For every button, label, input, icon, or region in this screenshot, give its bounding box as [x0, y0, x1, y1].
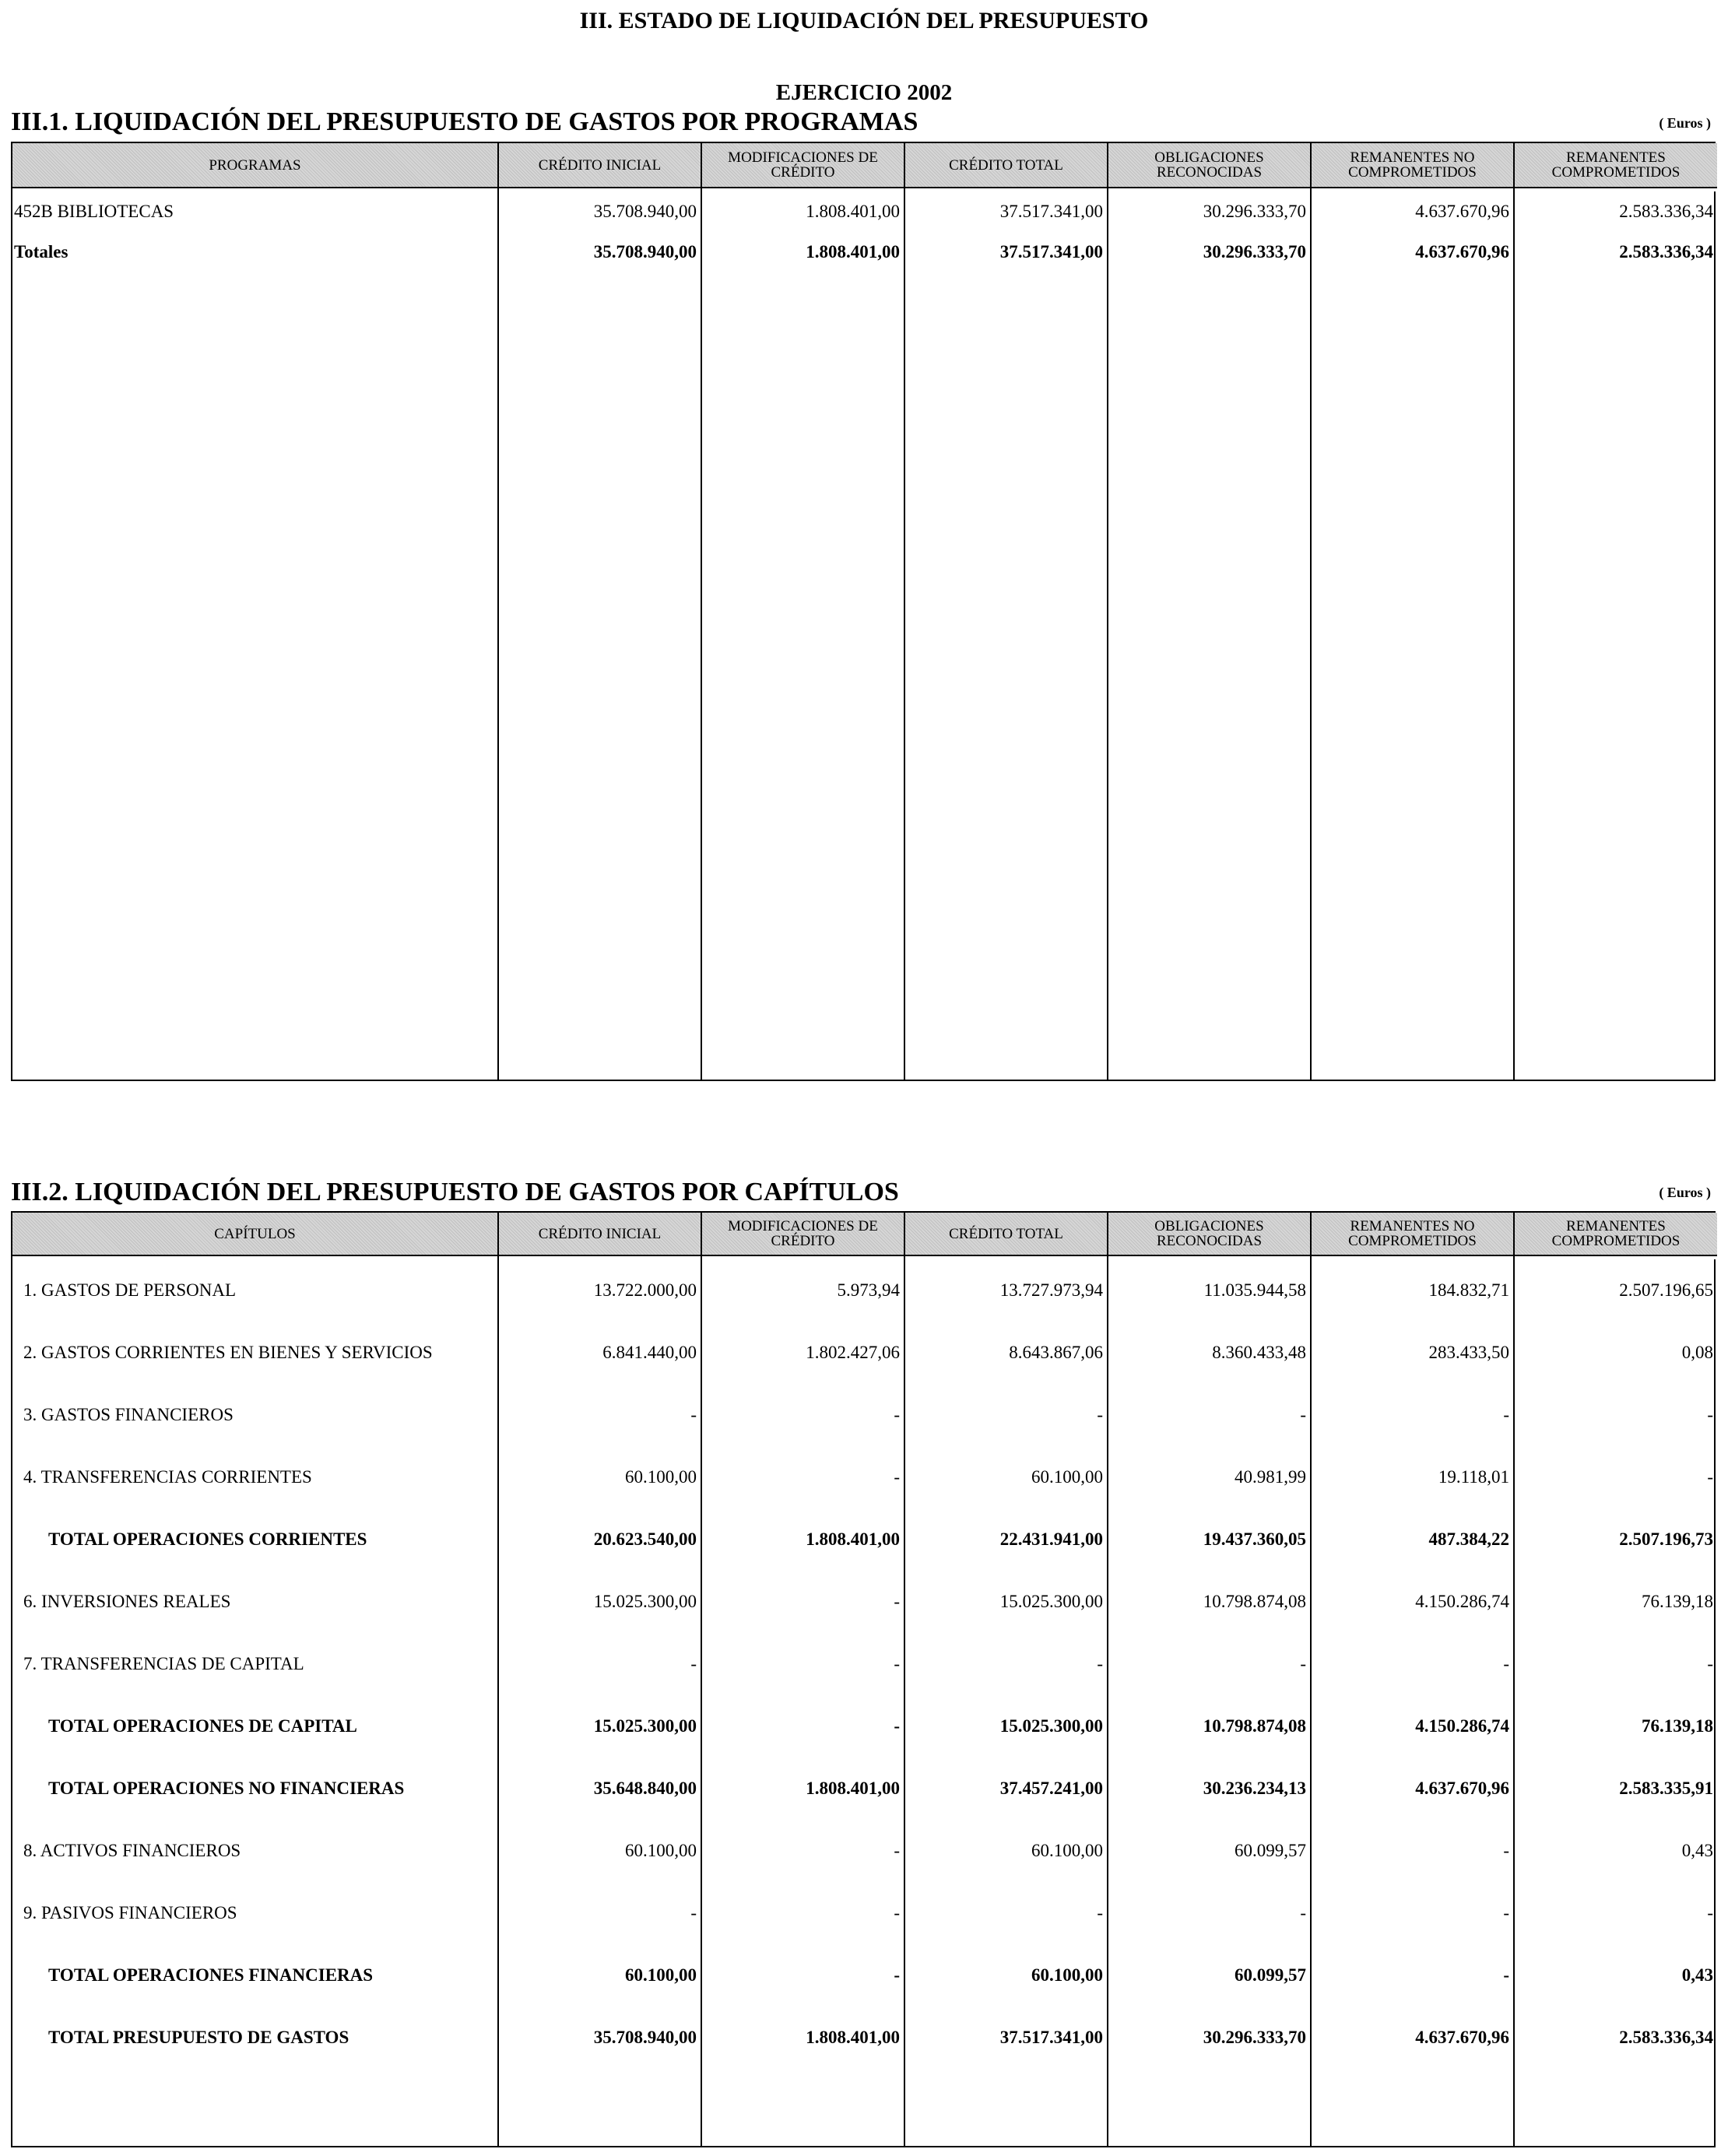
cell-value: - — [701, 1882, 904, 1944]
cell-value: 15.025.300,00 — [904, 1571, 1108, 1633]
cell-value: 20.623.540,00 — [498, 1508, 701, 1571]
row-label: 3. GASTOS FINANCIEROS — [12, 1384, 498, 1446]
cell-value: 2.583.336,34 — [1514, 191, 1717, 232]
header-obligaciones: OBLIGACIONES RECONOCIDAS — [1108, 143, 1311, 188]
cell-value: 4.637.670,96 — [1311, 2007, 1514, 2069]
cell-value: - — [1514, 1446, 1717, 1508]
cell-value: - — [1311, 1944, 1514, 2007]
cell-value: - — [1311, 1882, 1514, 1944]
cell-value: 487.384,22 — [1311, 1508, 1514, 1571]
cell-value: 40.981,99 — [1108, 1446, 1311, 1508]
cell-value: 30.236.234,13 — [1108, 1757, 1311, 1820]
cell-value: 37.457.241,00 — [904, 1757, 1108, 1820]
cell-value: 1.808.401,00 — [701, 191, 904, 232]
header-capitulos: CAPÍTULOS — [12, 1213, 498, 1255]
header-credito-total: CRÉDITO TOTAL — [904, 1213, 1108, 1255]
cell-value: - — [1108, 1633, 1311, 1695]
cell-value: - — [498, 1633, 701, 1695]
cell-value: 5.973,94 — [701, 1259, 904, 1322]
total-row — [12, 1508, 1717, 1571]
cell-value: 22.431.941,00 — [904, 1508, 1108, 1571]
cell-value: 35.648.840,00 — [498, 1757, 701, 1820]
cell-value: 1.802.427,06 — [701, 1322, 904, 1384]
section2-units: ( Euros ) — [1659, 1185, 1711, 1200]
cell-value: - — [701, 1446, 904, 1508]
fiscal-year-heading: EJERCICIO 2002 — [775, 80, 953, 105]
table-row — [12, 1322, 1717, 1384]
row-label: TOTAL OPERACIONES NO FINANCIERAS — [12, 1757, 498, 1820]
cell-value: 60.100,00 — [904, 1944, 1108, 2007]
cell-value: 184.832,71 — [1311, 1259, 1514, 1322]
cell-value: 1.808.401,00 — [701, 2007, 904, 2069]
table-row — [12, 191, 1717, 232]
cell-value: - — [701, 1820, 904, 1882]
header-remanentes-comprometidos: REMANENTES COMPROMETIDOS — [1514, 143, 1717, 188]
cell-value: 0,43 — [1514, 1944, 1717, 2007]
header-modificaciones: MODIFICACIONES DE CRÉDITO — [701, 1213, 904, 1255]
header-credito-total: CRÉDITO TOTAL — [904, 143, 1108, 188]
row-label: 7. TRANSFERENCIAS DE CAPITAL — [12, 1633, 498, 1695]
cell-value: - — [1311, 1384, 1514, 1446]
header-programas: PROGRAMAS — [12, 143, 498, 188]
cell-value: 2.583.335,91 — [1514, 1757, 1717, 1820]
row-label: 8. ACTIVOS FINANCIEROS — [12, 1820, 498, 1882]
cell-value: - — [904, 1384, 1108, 1446]
cell-value: - — [1514, 1882, 1717, 1944]
cell-value: 4.637.670,96 — [1311, 191, 1514, 232]
cell-value: - — [1311, 1633, 1514, 1695]
cell-value: 60.099,57 — [1108, 1820, 1311, 1882]
page-title: III. ESTADO DE LIQUIDACIÓN DEL PRESUPUESTO — [579, 8, 1149, 33]
cell-value: 13.722.000,00 — [498, 1259, 701, 1322]
cell-value: 60.100,00 — [904, 1820, 1108, 1882]
row-label: TOTAL PRESUPUESTO DE GASTOS — [12, 2007, 498, 2069]
cell-value: 6.841.440,00 — [498, 1322, 701, 1384]
row-label: 6. INVERSIONES REALES — [12, 1571, 498, 1633]
cell-value: - — [701, 1944, 904, 2007]
cell-value: - — [701, 1384, 904, 1446]
cell-value: 4.637.670,96 — [1311, 232, 1514, 272]
empty-filler-row — [12, 272, 1717, 1080]
cell-value: 60.100,00 — [498, 1446, 701, 1508]
table-row — [12, 1384, 1717, 1446]
total-row — [12, 1944, 1717, 2007]
cell-value: - — [1108, 1384, 1311, 1446]
cell-value: - — [701, 1571, 904, 1633]
header-modificaciones: MODIFICACIONES DE CRÉDITO — [701, 143, 904, 188]
header-remanentes-no-comprometidos: REMANENTES NO COMPROMETIDOS — [1311, 143, 1514, 188]
empty-filler-row — [12, 2069, 1717, 2146]
cell-value: 4.150.286,74 — [1311, 1571, 1514, 1633]
cell-value: 13.727.973,94 — [904, 1259, 1108, 1322]
section1-units: ( Euros ) — [1659, 115, 1711, 131]
row-label: TOTAL OPERACIONES FINANCIERAS — [12, 1944, 498, 2007]
cell-value: 19.118,01 — [1311, 1446, 1514, 1508]
cell-value: 35.708.940,00 — [498, 2007, 701, 2069]
cell-value: 8.643.867,06 — [904, 1322, 1108, 1384]
cell-value: 30.296.333,70 — [1108, 2007, 1311, 2069]
total-row — [12, 232, 1717, 272]
cell-value: 1.808.401,00 — [701, 1757, 904, 1820]
cell-value: 60.100,00 — [498, 1820, 701, 1882]
total-row — [12, 2007, 1717, 2069]
header-obligaciones: OBLIGACIONES RECONOCIDAS — [1108, 1213, 1311, 1255]
cell-value: - — [701, 1695, 904, 1757]
cell-value: 60.100,00 — [904, 1446, 1108, 1508]
header-remanentes-no-comprometidos: REMANENTES NO COMPROMETIDOS — [1311, 1213, 1514, 1255]
row-label: 1. GASTOS DE PERSONAL — [12, 1259, 498, 1322]
cell-value: 60.100,00 — [498, 1944, 701, 2007]
cell-value: 76.139,18 — [1514, 1695, 1717, 1757]
total-row — [12, 1757, 1717, 1820]
header-credito-inicial: CRÉDITO INICIAL — [498, 143, 701, 188]
cell-value: 15.025.300,00 — [498, 1571, 701, 1633]
table-row — [12, 1882, 1717, 1944]
cell-value: 0,43 — [1514, 1820, 1717, 1882]
row-label: Totales — [12, 232, 498, 272]
table-row — [12, 1820, 1717, 1882]
cell-value: 19.437.360,05 — [1108, 1508, 1311, 1571]
row-label: TOTAL OPERACIONES DE CAPITAL — [12, 1695, 498, 1757]
cell-value: 1.808.401,00 — [701, 1508, 904, 1571]
table-row — [12, 1571, 1717, 1633]
cell-value: 10.798.874,08 — [1108, 1695, 1311, 1757]
cell-value: 2.583.336,34 — [1514, 232, 1717, 272]
cell-value: 11.035.944,58 — [1108, 1259, 1311, 1322]
table-row — [12, 1259, 1717, 1322]
total-row — [12, 1695, 1717, 1757]
cell-value: 37.517.341,00 — [904, 2007, 1108, 2069]
cell-value: 15.025.300,00 — [498, 1695, 701, 1757]
section1-title: III.1. LIQUIDACIÓN DEL PRESUPUESTO DE GASTOS POR PROGRAMAS — [11, 107, 918, 136]
cell-value: 1.808.401,00 — [701, 232, 904, 272]
cell-value: 4.150.286,74 — [1311, 1695, 1514, 1757]
cell-value: - — [701, 1633, 904, 1695]
cell-value: - — [1514, 1384, 1717, 1446]
cell-value: 2.507.196,65 — [1514, 1259, 1717, 1322]
cell-value: 2.583.336,34 — [1514, 2007, 1717, 2069]
row-label: 4. TRANSFERENCIAS CORRIENTES — [12, 1446, 498, 1508]
cell-value: 4.637.670,96 — [1311, 1757, 1514, 1820]
cell-value: - — [1108, 1882, 1311, 1944]
cell-value: 15.025.300,00 — [904, 1695, 1108, 1757]
cell-value: 37.517.341,00 — [904, 232, 1108, 272]
cell-value: 35.708.940,00 — [498, 191, 701, 232]
cell-value: - — [904, 1882, 1108, 1944]
cell-value: 60.099,57 — [1108, 1944, 1311, 2007]
header-credito-inicial: CRÉDITO INICIAL — [498, 1213, 701, 1255]
cell-value: 10.798.874,08 — [1108, 1571, 1311, 1633]
cell-value: - — [498, 1384, 701, 1446]
cell-value: 30.296.333,70 — [1108, 191, 1311, 232]
cell-value: 76.139,18 — [1514, 1571, 1717, 1633]
header-remanentes-comprometidos: REMANENTES COMPROMETIDOS — [1514, 1213, 1717, 1255]
row-label: 2. GASTOS CORRIENTES EN BIENES Y SERVICIOS — [12, 1322, 498, 1384]
cell-value: 8.360.433,48 — [1108, 1322, 1311, 1384]
cell-value: 283.433,50 — [1311, 1322, 1514, 1384]
table-row — [12, 1633, 1717, 1695]
programs-table — [11, 142, 1716, 1081]
row-label: 9. PASIVOS FINANCIEROS — [12, 1882, 498, 1944]
cell-value: 37.517.341,00 — [904, 191, 1108, 232]
cell-value: - — [904, 1633, 1108, 1695]
cell-value: 2.507.196,73 — [1514, 1508, 1717, 1571]
cell-value: - — [1311, 1820, 1514, 1882]
table-row — [12, 1446, 1717, 1508]
cell-value: - — [498, 1882, 701, 1944]
row-label: TOTAL OPERACIONES CORRIENTES — [12, 1508, 498, 1571]
cell-value: 35.708.940,00 — [498, 232, 701, 272]
cell-value: 30.296.333,70 — [1108, 232, 1311, 272]
section2-title: III.2. LIQUIDACIÓN DEL PRESUPUESTO DE GASTOS POR CAPÍTULOS — [11, 1178, 899, 1206]
cell-value: 0,08 — [1514, 1322, 1717, 1384]
chapters-table — [11, 1211, 1716, 2147]
row-label: 452B BIBLIOTECAS — [12, 191, 498, 232]
cell-value: - — [1514, 1633, 1717, 1695]
